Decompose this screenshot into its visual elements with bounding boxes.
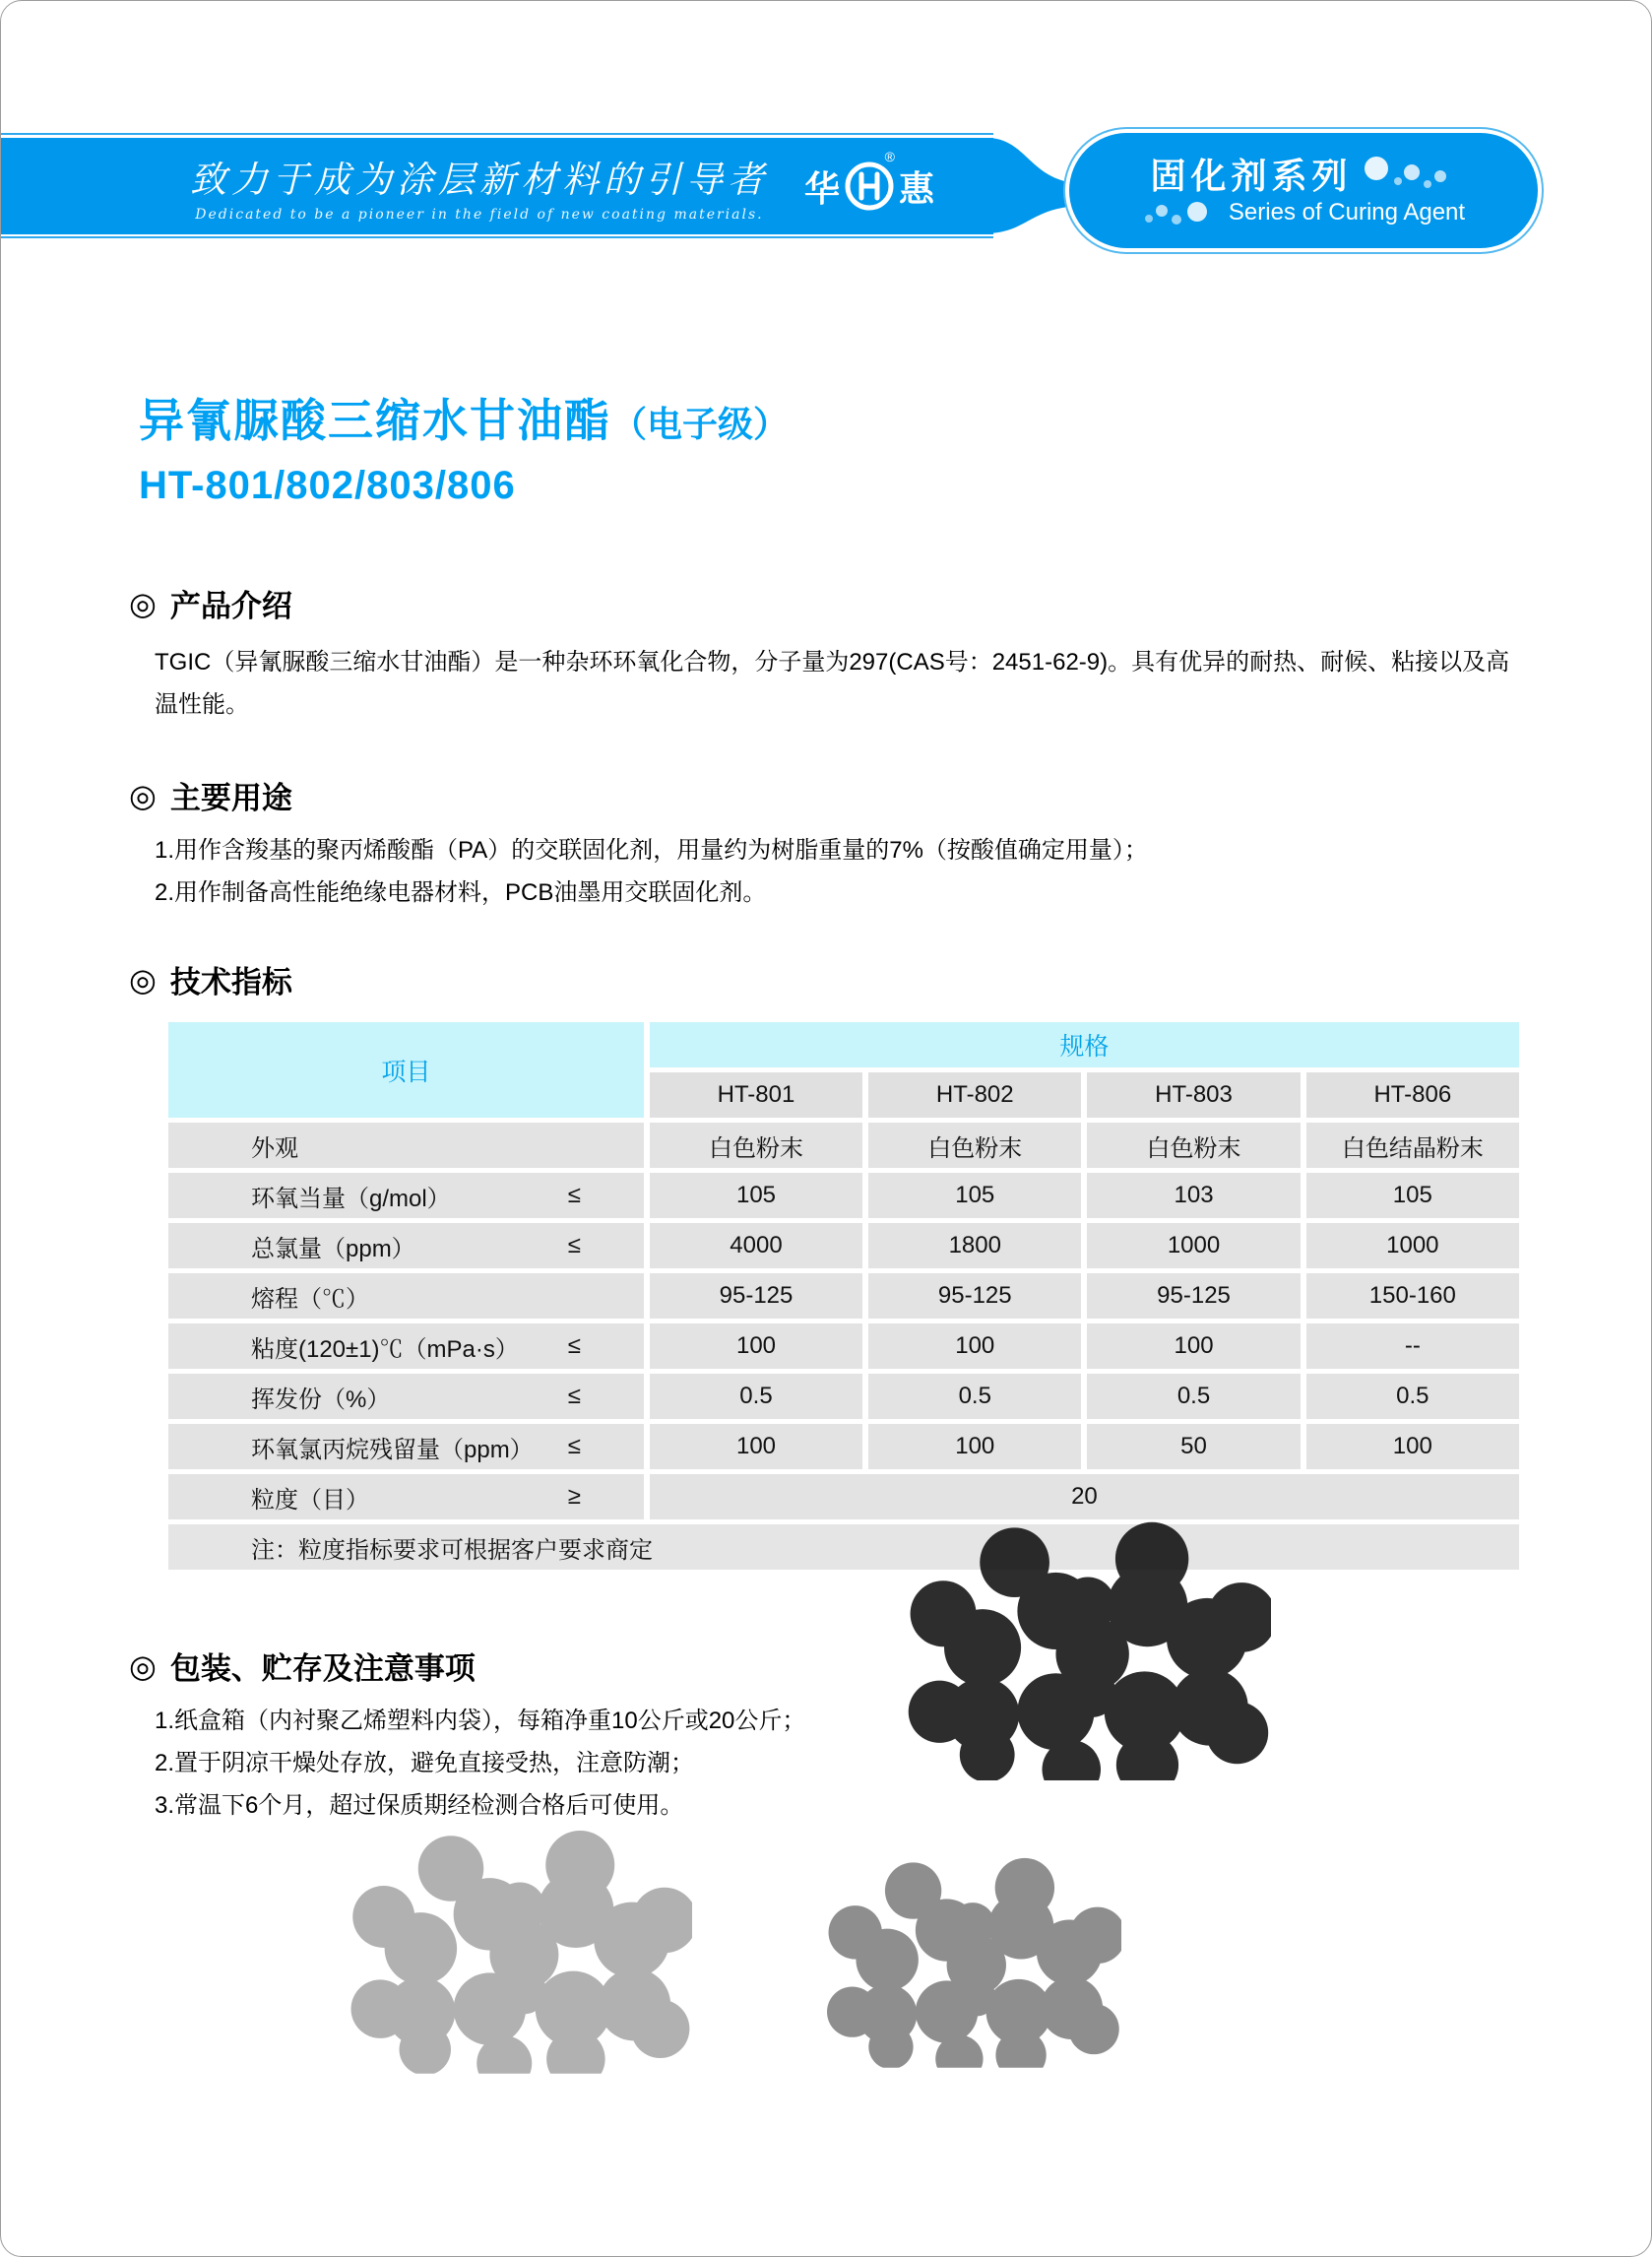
table-row: [168, 1474, 1519, 1519]
section-bullet-icon: ◎: [129, 1647, 157, 1684]
value-cell-span: 20: [650, 1474, 1519, 1519]
value-cell: 95-125: [650, 1273, 862, 1319]
page-title: [139, 385, 1523, 450]
section-bullet-icon: ◎: [129, 585, 157, 621]
product-name: 异氰脲酸三缩水甘油酯: [139, 395, 611, 446]
value-cell: 103: [1087, 1173, 1300, 1218]
value-cell: 1000: [1306, 1223, 1519, 1268]
value-cell: 0.5: [1087, 1374, 1300, 1419]
model-header: HT-806: [1306, 1072, 1519, 1118]
registered-mark: ®: [884, 149, 895, 164]
banner-left-band: [1, 138, 993, 234]
value-cell: 105: [868, 1173, 1081, 1218]
banner-bottom-line: [1, 236, 993, 238]
value-cell: 100: [1306, 1424, 1519, 1469]
usage-item: 1.用作含羧基的聚丙烯酸酯（PA）的交联固化剂，用量约为树脂重量的7%（按酸值确定用量）；: [155, 837, 1148, 864]
section-heading-text: 包装、贮存及注意事项: [169, 1651, 476, 1686]
section-bullet-icon: ◎: [129, 961, 157, 998]
table-row: [168, 1374, 1519, 1419]
value-cell: 105: [1306, 1173, 1519, 1218]
value-cell: 0.5: [650, 1374, 862, 1419]
value-cell: 白色粉末: [1087, 1123, 1300, 1168]
slogan-subtext: Dedicated to be a pioneer in the field of new coating materials.: [195, 207, 764, 223]
col-header-spec: 规格: [650, 1022, 1519, 1067]
molecule-dots-icon: [1363, 154, 1457, 195]
company-logo: [803, 149, 934, 212]
section-heading-text: 产品介绍: [169, 589, 292, 623]
row-condition: ≤: [567, 1433, 581, 1459]
value-cell: 1000: [1087, 1223, 1300, 1268]
series-subtitle: Series of Curing Agent: [1228, 199, 1466, 226]
value-cell: 100: [868, 1323, 1081, 1369]
series-title: 固化剂系列: [1150, 156, 1353, 196]
row-label: 挥发份（%）: [251, 1386, 391, 1413]
row-label: 环氧氯丙烷残留量（ppm）: [251, 1436, 534, 1463]
table-row: [168, 1223, 1519, 1268]
value-cell: 4000: [650, 1223, 862, 1268]
table-note-row: [168, 1524, 1519, 1570]
packaging-item: 2.置于阴凉干燥处存放，避免直接受热，注意防潮；: [155, 1750, 695, 1776]
table-row: [168, 1123, 1519, 1168]
slogan-block: [190, 150, 769, 223]
row-label-cell: [168, 1123, 644, 1168]
row-label-cell: [168, 1323, 644, 1369]
row-label: 粘度(120±1)℃（mPa·s）: [251, 1335, 519, 1363]
table-row: [168, 1173, 1519, 1218]
model-header: HT-803: [1087, 1072, 1300, 1118]
section-heading-packaging: [129, 1644, 1523, 1688]
value-cell: 100: [650, 1424, 862, 1469]
section-heading-intro: [129, 581, 1523, 625]
row-label: 熔程（℃）: [251, 1285, 369, 1313]
table-row: [168, 1424, 1519, 1469]
row-label: 总氯量（ppm）: [251, 1235, 415, 1262]
product-grade: （电子级）: [611, 404, 790, 444]
intro-paragraph: TGIC（异氰脲酸三缩水甘油酯）是一种杂环环氧化合物，分子量为297(CAS号：2451-62-9)。具有优异的耐热、耐候、粘接以及高温性能。: [155, 649, 1510, 718]
model-header: HT-802: [868, 1072, 1081, 1118]
row-condition: ≥: [567, 1483, 581, 1510]
row-label-cell: [168, 1223, 644, 1268]
table-row: [168, 1273, 1519, 1319]
table-header-row: [168, 1022, 1519, 1067]
value-cell: 100: [868, 1424, 1081, 1469]
page-content: [1, 385, 1651, 1827]
row-condition: ≤: [567, 1232, 581, 1258]
series-subtitle-row: [1069, 198, 1538, 227]
value-cell: 白色结晶粉末: [1306, 1123, 1519, 1168]
section-heading-specs: [129, 957, 1523, 1001]
packaging-body: [129, 1700, 1523, 1827]
packaging-item: 1.纸盒箱（内衬聚乙烯塑料内袋），每箱净重10公斤或20公斤；: [155, 1708, 806, 1734]
value-cell: 白色粉末: [650, 1123, 862, 1168]
molecule-dots-icon: [1142, 198, 1219, 227]
row-label-cell: [168, 1424, 644, 1469]
series-capsule: [1069, 133, 1538, 248]
logo-icon: [844, 161, 895, 212]
row-label-cell: [168, 1474, 644, 1519]
product-models: HT-801/802/803/806: [139, 464, 516, 507]
intro-body: [129, 641, 1533, 726]
value-cell: 0.5: [1306, 1374, 1519, 1419]
model-header: HT-801: [650, 1072, 862, 1118]
logo-right-char: 惠: [898, 167, 934, 209]
value-cell: 50: [1087, 1424, 1300, 1469]
section-heading-text: 技术指标: [169, 965, 292, 1000]
banner-top-line: [1, 133, 993, 135]
row-label: 外观: [251, 1134, 298, 1162]
row-label-cell: [168, 1273, 644, 1319]
usage-item: 2.用作制备高性能绝缘电器材料，PCB油墨用交联固化剂。: [155, 879, 767, 906]
molecule-illustration: [348, 1815, 692, 2074]
molecule-illustration: [824, 1844, 1121, 2068]
packaging-item: 3.常温下6个月，超过保质期经检测合格后可使用。: [155, 1792, 684, 1819]
value-cell: --: [1306, 1323, 1519, 1369]
value-cell: 100: [650, 1323, 862, 1369]
row-condition: ≤: [567, 1182, 581, 1208]
table-note: 注：粒度指标要求可根据客户要求商定: [168, 1524, 1519, 1570]
section-heading-text: 主要用途: [169, 781, 292, 815]
logo-left-char: 华: [803, 167, 840, 209]
row-condition: ≤: [567, 1383, 581, 1409]
value-cell: 白色粉末: [868, 1123, 1081, 1168]
value-cell: 1800: [868, 1223, 1081, 1268]
header-banner: [1, 1, 1651, 259]
value-cell: 105: [650, 1173, 862, 1218]
value-cell: 100: [1087, 1323, 1300, 1369]
col-header-item: 项目: [168, 1022, 644, 1118]
usage-body: [129, 829, 1523, 914]
value-cell: 95-125: [868, 1273, 1081, 1319]
spec-table: [162, 1017, 1525, 1575]
banner-neck-shape: [989, 129, 1078, 257]
value-cell: 0.5: [868, 1374, 1081, 1419]
row-label: 粒度（目）: [251, 1486, 369, 1514]
row-label-cell: [168, 1173, 644, 1218]
slogan-text: 致力于成为涂层新材料的引导者: [189, 159, 769, 201]
section-heading-usage: [129, 773, 1523, 817]
value-cell: 95-125: [1087, 1273, 1300, 1319]
value-cell: 150-160: [1306, 1273, 1519, 1319]
series-title-row: [1069, 149, 1538, 199]
section-bullet-icon: ◎: [129, 777, 157, 813]
row-label-cell: [168, 1374, 644, 1419]
row-label: 环氧当量（g/mol）: [251, 1185, 451, 1212]
table-row: [168, 1323, 1519, 1369]
row-condition: ≤: [567, 1332, 581, 1359]
